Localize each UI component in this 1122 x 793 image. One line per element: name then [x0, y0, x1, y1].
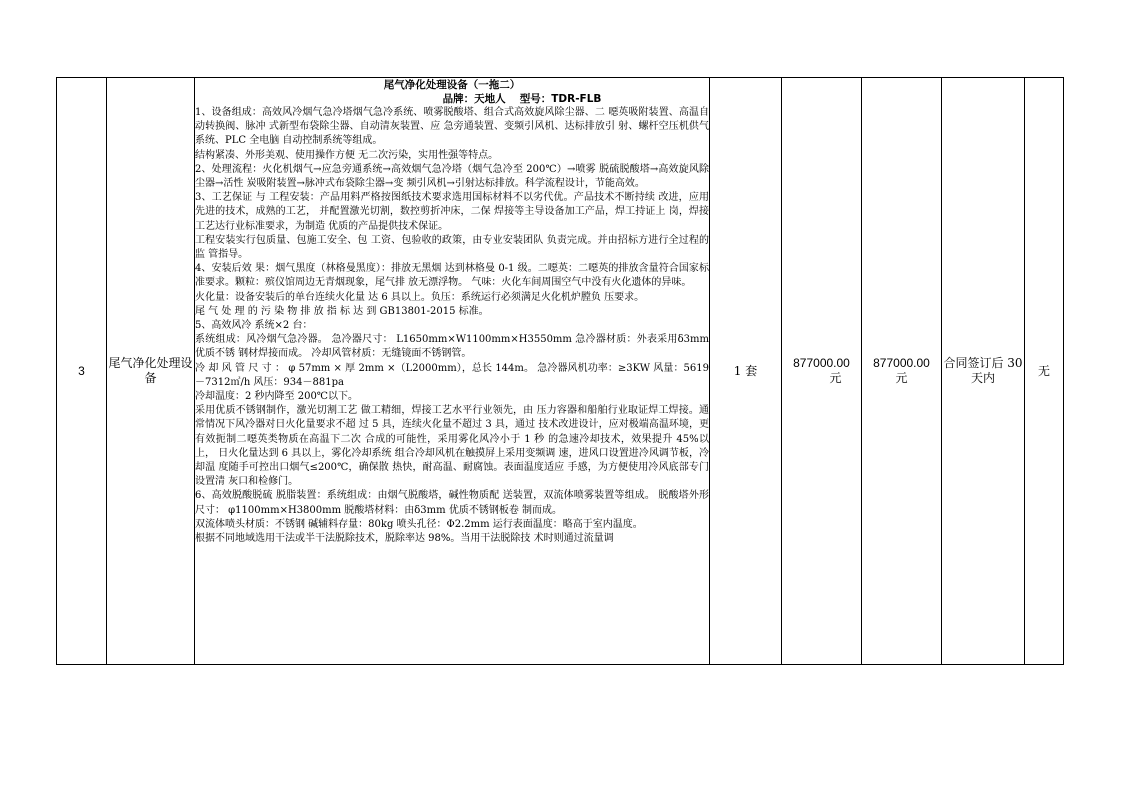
unit-price-value: 877000.00 [793, 356, 850, 370]
description-paragraph: 尾 气 处 理 的 污 染 物 排 放 指 标 达 到 GB13801-2015 标准。 [195, 305, 489, 317]
item-name-cell: 尾气净化处理设备 [107, 78, 195, 665]
description-paragraph: 4、安装后效 果：烟气黑度（林格曼黑度）：排放无黑烟 达到林格曼 0-1 级。二噁英：二噁英的排放含量符合国家标 准要求。颗粒：殡仪馆周边无青烟现象，尾气排 放无漂浮物。 气味：火化车间周围空气中没有火化遗体的异味。 [195, 263, 709, 289]
description-paragraph: 采用优质不锈钢制作，激光切割工艺 做工精细，焊接工艺水平行业领先，由 压力容器和船舶行业取证焊工焊接。通 常情况下风冷器对日火化量要求不超 过 5 具，连续火化量不超过 3 具，通过 技术改进设计，应对极端高温环境，更 有效扼制二噁英类物质在高温下二次 合成的可能性，采用雾化风冷小于 1 秒 的急速冷却技术，效果提升 45%以上， 日火化量达到 6 具以上，雾化冷却系统 组合冷却风机在触摸屏上采用变频调 速，进风口设置进冷风调节板，冷却温 度随手可控出口烟气≤200℃，确保散 热快，耐高温、耐腐蚀。表面温度适应 手感，为方便使用冷风底部专门设置清 灰口和检修门。 [195, 405, 709, 488]
equipment-spec-table [56, 77, 1064, 665]
description-paragraph: 火化量：设备安装后的单台连续火化量 达 6 具以上。负压：系统运行必须满足火化机炉膛负 压要求。 [195, 291, 645, 303]
description-paragraph: 工程安装实行包质量、包施工安全、包 工资、包验收的政策，由专业安装团队 负责完成。并由招标方进行全过程的监 管指导。 [195, 234, 709, 261]
description-paragraph: 5、高效风冷 系统×2 台： [195, 320, 313, 332]
description-paragraph: 2、处理流程：火化机烟气→应急旁通系统→高效烟气急冷塔（烟气急冷至 200℃）→喷雾 脱硫脱酸塔→高效旋风除尘器→活性 炭吸附装置→脉冲式布袋除尘器→变 频引风机→引射达标排放。科学流程设计，节能高效。 [195, 163, 709, 190]
item-number-cell: 3 [57, 78, 107, 665]
remark-cell: 无 [1025, 78, 1064, 665]
description-paragraph: 冷却温度：2 秒内降至 200℃以下。 [195, 391, 358, 403]
delivery-time-cell: 合同签订后 30 天内 [942, 78, 1025, 665]
unit-price-cell [782, 78, 862, 665]
description-paragraph: 6、高效脱酸脱硫 脱脂装置：系统组成：由烟气脱酸塔，碱性物质配 送装置，双流体喷雾装置等组成。 脱酸塔外形尺寸： φ1100mm×H3800mm 脱酸塔材料：由δ3mm 优质不锈钢板卷 制而成。 [195, 490, 709, 516]
description-paragraph: 双流体喷头材质：不锈钢 碱辅料存量：80kg 喷头孔径：Φ2.2mm 运行表面温度：略高于室内温度。 [195, 518, 643, 530]
quantity-cell: 1 套 [710, 78, 782, 665]
description-paragraph: 1、设备组成：高效风冷烟气急冷塔烟气急冷系统、喷雾脱酸塔、组合式高效旋风除尘器、二 噁英吸附装置、高温自动转换阀、脉冲 式新型布袋除尘器、自动清灰装置、应 急旁通装置、变频引风机、达标排放引 射、螺杆空压机供气系统、PLC 全电脑 自动控制系统等组成。 [195, 107, 709, 147]
table-row [57, 78, 1064, 665]
total-price-value: 877000.00 [873, 356, 930, 370]
description-title: 尾气净化处理设备（一拖二） [383, 79, 521, 91]
description-content [195, 78, 709, 664]
total-price-currency: 元 [895, 371, 908, 385]
description-paragraph: 3、工艺保证 与 工程安装：产品用料严格按图纸技术要求选用国标材料不以劣代优。产品技术不断持续 改进，应用先进的技术，成熟的工艺， 并配置激光切割，数控剪折冲床，二保 焊接等主导设备加工产品，焊工持证上 岗，焊接工艺达行业标准要求，为制造 优质的产品提供技术保证。 [195, 192, 709, 232]
description-paragraph: 系统组成：风冷烟气急冷器。 急冷器尺寸： L1650mm×W1100mm×H3550mm 急冷器材质：外表采用δ3mm 优质不锈 钢材焊接而成。 冷却风管材质：无缝镜面不锈钢管。 [195, 334, 709, 360]
description-paragraph: 根据不同地域选用干法或半干法脱除技术，脱除率达 98%。当用干法脱除技 术时则通过流量调 [195, 533, 614, 545]
brand-model-line: 品牌：天地人 型号：TDR-FLB [442, 93, 602, 105]
item-description-cell [195, 78, 710, 665]
total-price-cell [862, 78, 942, 665]
unit-price-currency: 元 [829, 371, 842, 385]
description-paragraph: 冷 却 风 管 尺 寸 ： φ 57mm × 厚 2mm ×（L2000mm），总长 144m。 急冷器风机功率：≥3KW 风量：5619－7312㎥/h 风压：934－881pa [195, 362, 709, 388]
description-paragraph: 结构紧凑、外形美观、使用操作方便 无二次污染，实用性强等特点。 [195, 149, 499, 161]
